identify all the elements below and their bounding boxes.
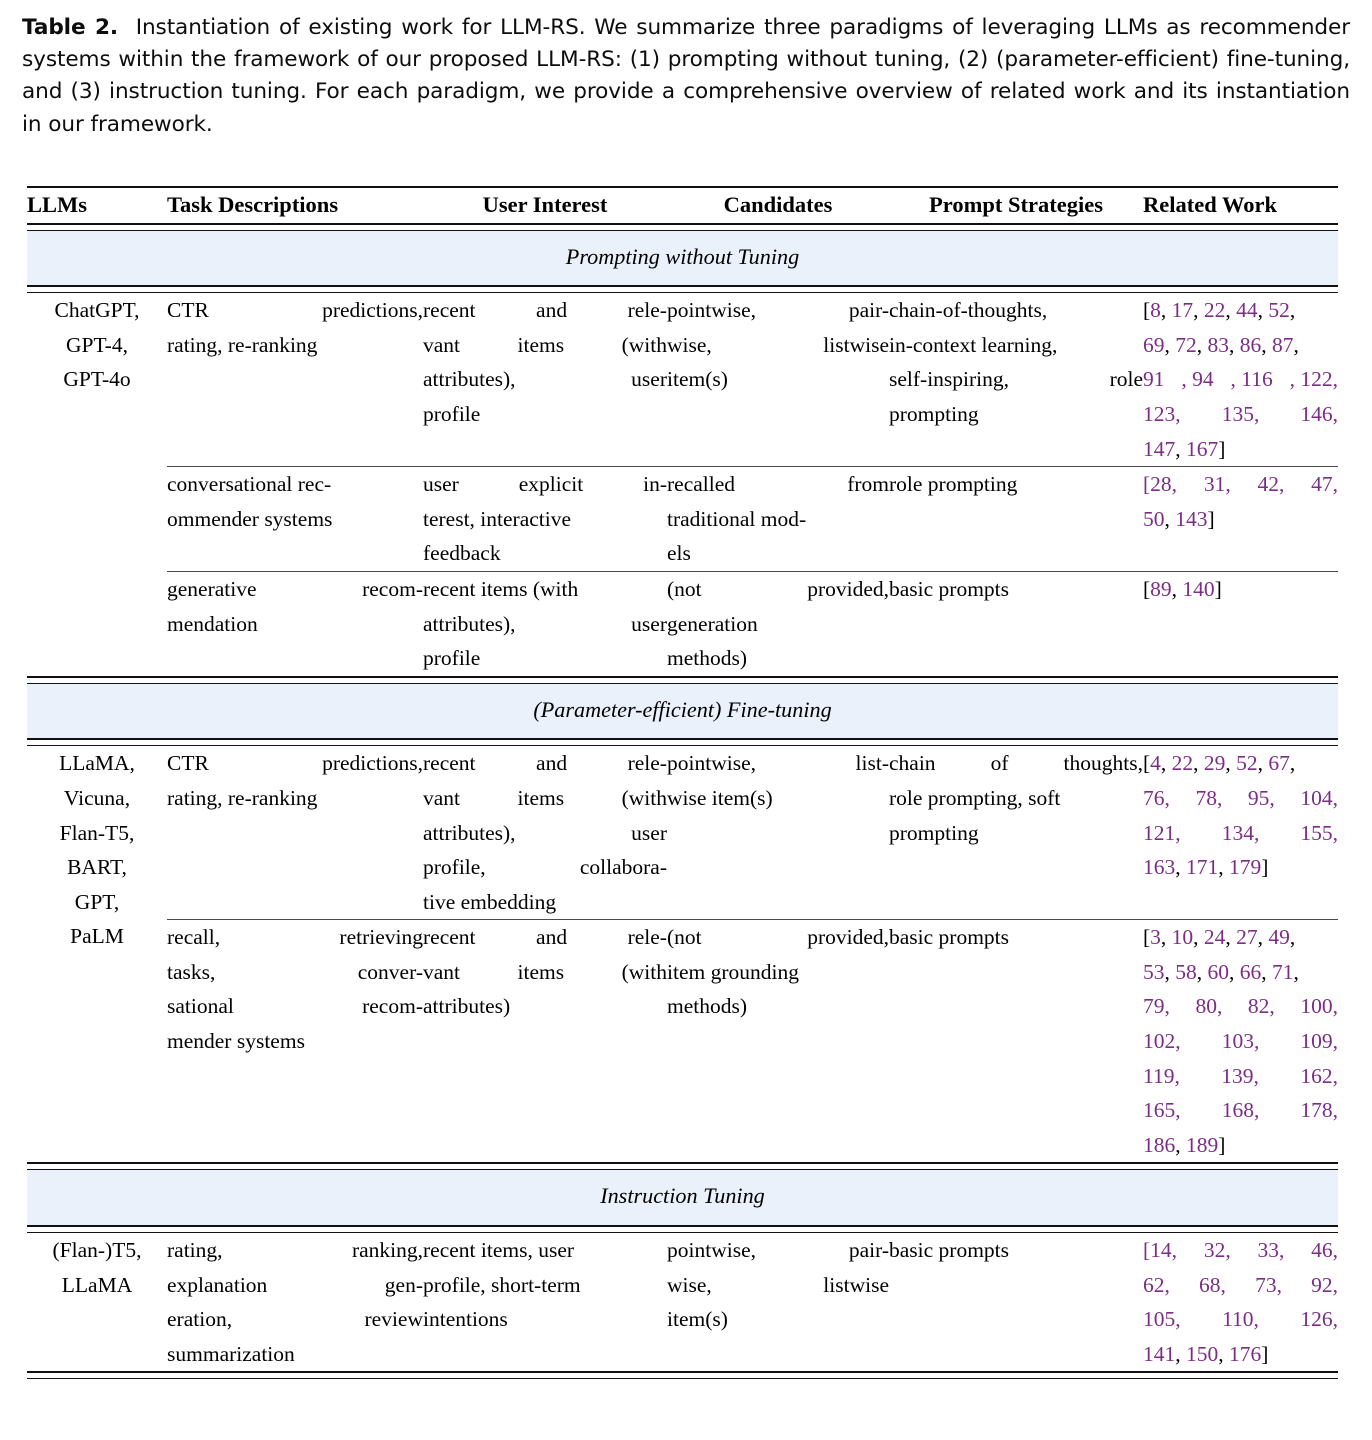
header-candidates: Candidates xyxy=(723,192,833,217)
section2-bottom-rule-row xyxy=(27,1162,1338,1170)
table-row xyxy=(27,572,1338,676)
llm-line: Flan-T5, xyxy=(59,820,135,845)
cell-candidates: pointwise, pair- wise, listwise item(s) xyxy=(667,1238,889,1332)
table-bottom-rule xyxy=(27,1371,1338,1379)
cell-related-work: [3, 10, 24, 27, 49, 53, 58, 60, 66, 71, 79, 80, 82, 100, 102, 103, 109, 119, 139, 162, 165, 168, 178, 186, 189] xyxy=(1143,925,1338,1157)
cell-related-work: [8, 17, 22, 44, 52, 69, 72, 83, 86, 87, 91 , 94 , 116 , 122, 123, 135, 146, 147, 167] xyxy=(1143,298,1338,461)
header-bottom-rule xyxy=(27,223,1338,231)
cell-candidates: pointwise, list- wise item(s) xyxy=(667,751,889,810)
cell-prompt-strategies: basic prompts xyxy=(889,576,1010,601)
section-band-prompting xyxy=(27,231,1338,286)
cell-task-descriptions: recall, retrieving tasks, conver- sational recom- mender systems xyxy=(167,925,423,1054)
cell-prompt-strategies: basic prompts xyxy=(889,1238,1010,1263)
llm-line: (Flan-)T5, xyxy=(52,1238,142,1263)
cell-candidates: pointwise, pair- wise, listwise item(s) xyxy=(667,298,889,392)
header-bottom-rule-row xyxy=(27,223,1338,231)
llm-line: Vicuna, xyxy=(63,785,131,810)
llm-line: PaLM xyxy=(70,924,124,949)
section1-bottom-rule-row xyxy=(27,676,1338,684)
cell-task-descriptions: CTR predictions, rating, re-ranking xyxy=(167,751,423,810)
cell-user-interest: user explicit in- terest, interactive feedback xyxy=(423,472,667,566)
table-row xyxy=(27,293,1338,466)
section1-top-rule-row xyxy=(27,285,1338,293)
section3-top-rule xyxy=(27,1225,1338,1233)
cell-prompt-strategies: basic prompts xyxy=(889,925,1010,950)
table-row xyxy=(27,920,1338,1162)
cell-user-interest: recent items, user profile, short-term intentions xyxy=(423,1238,581,1332)
section2-bottom-rule xyxy=(27,1162,1338,1170)
cell-candidates: (not provided, item grounding methods) xyxy=(667,925,889,1019)
cell-related-work: [89, 140] xyxy=(1143,576,1222,601)
caption-label: Table 2. xyxy=(22,15,119,40)
section1-bottom-rule xyxy=(27,676,1338,684)
llm-line: ChatGPT, xyxy=(54,298,140,323)
caption-text: Instantiation of existing work for LLM-RS. We summarize three paradigms of leveraging LLMs as recommender systems within the framework of our proposed LLM-RS: (1) prompting without tuning, (2) (parameter-efficient) fine-tuning, and (3) instruction tuning. For each paradigm, we provide a comprehensive overview of related work and its instantiation in our framework. xyxy=(22,15,1350,137)
section1-top-rule xyxy=(27,285,1338,293)
cell-related-work: [14, 32, 33, 46, 62, 68, 73, 92, 105, 110, 126, 141, 150, 176] xyxy=(1143,1238,1338,1366)
instantiation-table xyxy=(27,186,1338,1379)
llm-line: GPT-4o xyxy=(63,367,131,392)
section-title-prompting: Prompting without Tuning xyxy=(27,231,1338,286)
section-band-instruction xyxy=(27,1170,1338,1225)
cell-prompt-strategies: role prompting xyxy=(889,472,1018,497)
header-llms: LLMs xyxy=(27,192,88,217)
cell-prompt-strategies: chain of thoughts, role prompting, soft prompting xyxy=(889,751,1143,845)
section3-top-rule-row xyxy=(27,1225,1338,1233)
table-row xyxy=(27,467,1338,571)
cell-task-descriptions: CTR predictions, rating, re-ranking xyxy=(167,298,423,357)
cell-task-descriptions: generative recom- mendation xyxy=(167,576,423,636)
cell-user-interest: recent and rele- vant items (with attributes), user profile xyxy=(423,298,667,426)
llm-line: GPT, xyxy=(74,889,120,914)
table-header-row xyxy=(27,188,1338,223)
cell-prompt-strategies: chain-of-thoughts, in-context learning, self-inspiring, role prompting xyxy=(889,298,1143,426)
cell-related-work: [28, 31, 42, 47, 50, 143] xyxy=(1143,472,1338,531)
cell-task-descriptions: conversational rec- ommender systems xyxy=(167,472,333,531)
cell-llms-section3 xyxy=(27,1233,167,1371)
cell-llms-section2 xyxy=(27,746,167,1162)
cell-user-interest: recent items (with attributes), user profile xyxy=(423,576,667,671)
header-related-work: Related Work xyxy=(1143,192,1277,217)
table-row xyxy=(27,746,1338,919)
table-caption xyxy=(22,12,1350,141)
table-row xyxy=(27,1233,1338,1371)
cell-task-descriptions: rating, ranking, explanation gen- eration, review summarization xyxy=(167,1238,423,1366)
section2-top-rule-row xyxy=(27,738,1338,746)
header-prompt-strategies: Prompt Strategies xyxy=(929,192,1103,217)
section2-top-rule xyxy=(27,738,1338,746)
cell-user-interest: recent and rele- vant items (with attributes), user profile, collabora- tive embedding xyxy=(423,751,667,914)
cell-related-work: [4, 22, 29, 52, 67, 76, 78, 95, 104, 121, 134, 155, 163, 171, 179] xyxy=(1143,751,1338,880)
cell-user-interest: recent and rele- vant items (with attributes) xyxy=(423,925,667,1019)
cell-candidates: (not provided, generation methods) xyxy=(667,576,889,671)
section-band-finetuning xyxy=(27,684,1338,739)
section-title-instruction: Instruction Tuning xyxy=(27,1170,1338,1225)
llm-line: GPT-4, xyxy=(66,332,128,357)
header-task-descriptions: Task Descriptions xyxy=(167,192,339,217)
header-user-interest: User Interest xyxy=(482,192,608,217)
llm-line: LLaMA xyxy=(61,1272,133,1297)
llm-line: BART, xyxy=(67,855,127,880)
cell-llms-section1 xyxy=(27,293,167,676)
table-bottom-rule-row xyxy=(27,1371,1338,1379)
table-container xyxy=(27,186,1338,1379)
llm-line: LLaMA, xyxy=(59,751,135,776)
cell-candidates: recalled from traditional mod- els xyxy=(667,472,889,566)
section-title-finetuning: (Parameter-efficient) Fine-tuning xyxy=(27,684,1338,739)
